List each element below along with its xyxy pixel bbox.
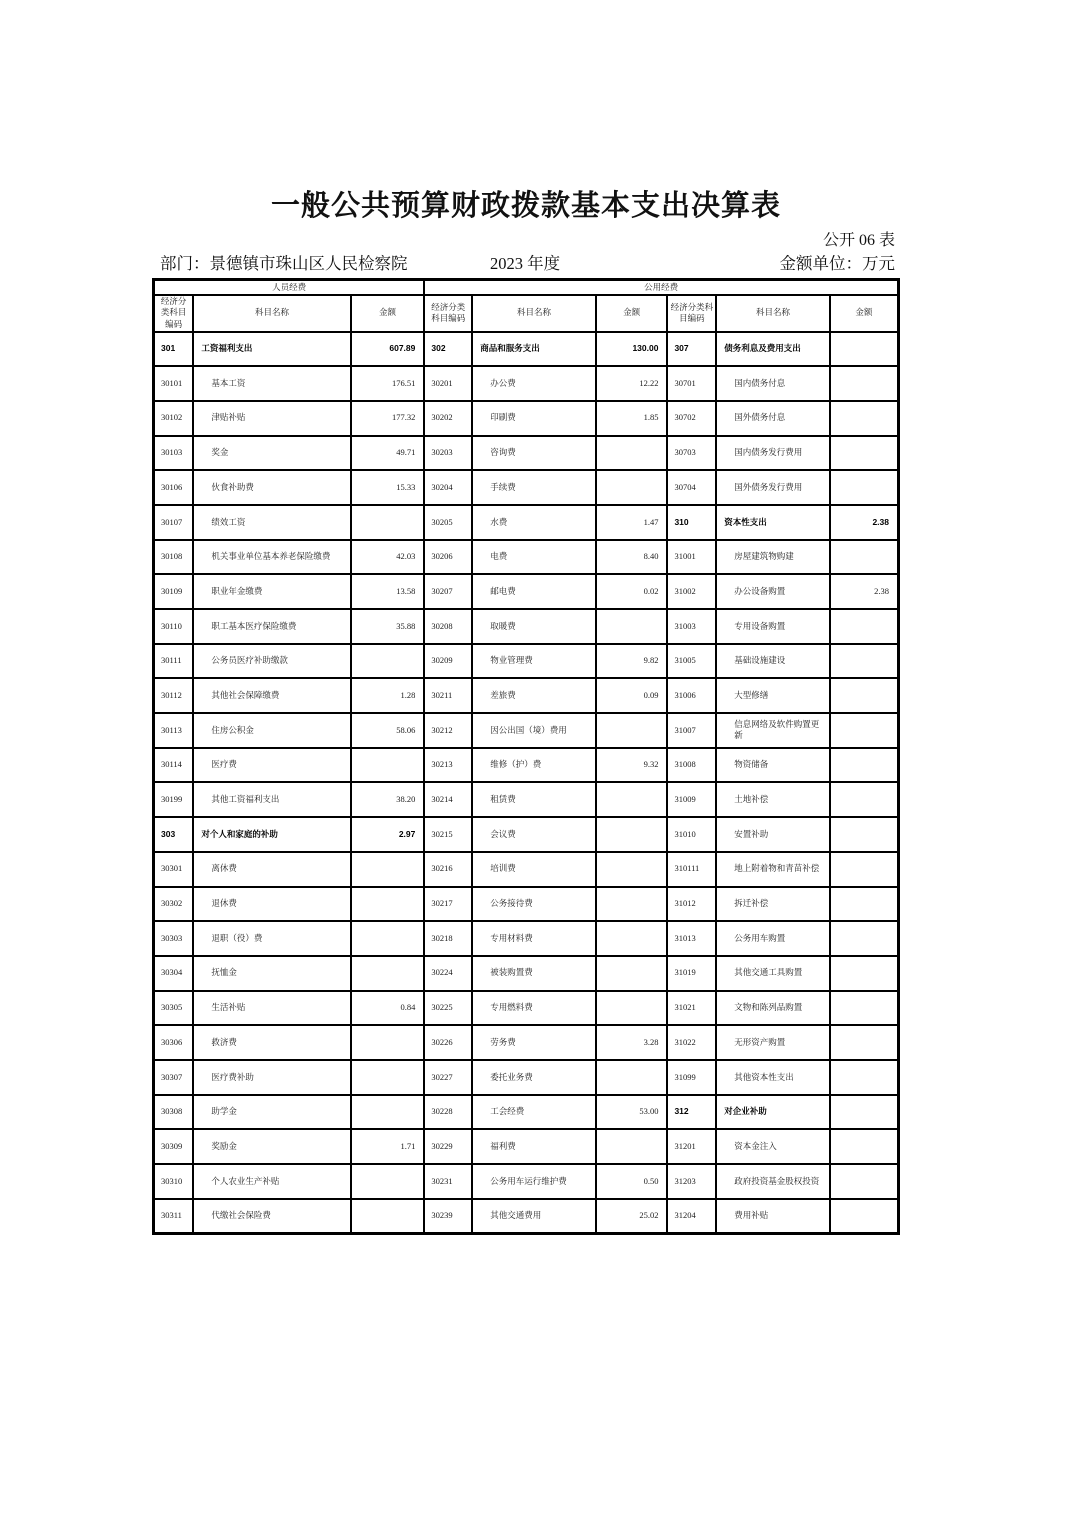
cell-amount: 35.88 — [351, 609, 425, 644]
cell-code: 30215 — [424, 817, 472, 852]
cell-code: 312 — [667, 1095, 716, 1130]
cell-amount: 0.84 — [351, 991, 425, 1026]
cell-code: 307 — [667, 332, 716, 367]
cell-amount: 0.50 — [596, 1164, 668, 1199]
cell-subject-name: 文物和陈列品购置 — [716, 991, 830, 1026]
cell-code: 30703 — [667, 436, 716, 471]
cell-subject-name: 政府投资基金股权投资 — [716, 1164, 830, 1199]
cell-subject-name: 国外债务付息 — [716, 401, 830, 436]
cell-amount — [596, 1060, 668, 1095]
cell-subject-name: 退职（役）费 — [193, 921, 350, 956]
cell-amount — [351, 1164, 425, 1199]
cell-code: 31013 — [667, 921, 716, 956]
cell-amount: 176.51 — [351, 366, 425, 401]
cell-subject-name: 代缴社会保险费 — [193, 1199, 350, 1234]
cell-amount — [830, 1129, 899, 1164]
cell-code: 301 — [154, 332, 194, 367]
table-row — [154, 1025, 899, 1060]
cell-amount — [830, 921, 899, 956]
cell-subject-name: 邮电费 — [472, 574, 596, 609]
cell-code: 31012 — [667, 887, 716, 922]
cell-amount — [351, 1199, 425, 1234]
cell-subject-name: 其他社会保障缴费 — [193, 678, 350, 713]
cell-amount — [830, 748, 899, 783]
col-header-amount: 金额 — [830, 295, 899, 332]
cell-code: 31204 — [667, 1199, 716, 1234]
cell-amount — [596, 713, 668, 748]
cell-subject-name: 其他工资福利支出 — [193, 782, 350, 817]
cell-subject-name: 基础设施建设 — [716, 644, 830, 679]
cell-subject-name: 个人农业生产补贴 — [193, 1164, 350, 1199]
cell-amount — [351, 956, 425, 991]
cell-amount — [830, 782, 899, 817]
cell-subject-name: 因公出国（境）费用 — [472, 713, 596, 748]
cell-subject-name: 其他资本性支出 — [716, 1060, 830, 1095]
col-header-amount: 金额 — [596, 295, 668, 332]
cell-code: 30203 — [424, 436, 472, 471]
cell-amount — [830, 332, 899, 367]
table-row — [154, 505, 899, 540]
cell-code: 30107 — [154, 505, 194, 540]
sheet-number: 公开 06 表 — [822, 232, 895, 249]
cell-subject-name: 职业年金缴费 — [193, 574, 350, 609]
cell-amount — [830, 1060, 899, 1095]
cell-code: 30108 — [154, 540, 194, 575]
cell-code: 30103 — [154, 436, 194, 471]
cell-subject-name: 津贴补贴 — [193, 401, 350, 436]
cell-code: 30225 — [424, 991, 472, 1026]
cell-subject-name: 专用设备购置 — [716, 609, 830, 644]
cell-subject-name: 安置补助 — [716, 817, 830, 852]
cell-amount: 25.02 — [596, 1199, 668, 1234]
cell-amount — [830, 991, 899, 1026]
cell-amount — [830, 540, 899, 575]
cell-amount — [596, 991, 668, 1026]
col-header-subject-name: 科目名称 — [716, 295, 830, 332]
cell-amount — [351, 921, 425, 956]
cell-amount — [830, 887, 899, 922]
cell-subject-name: 医疗费 — [193, 748, 350, 783]
cell-subject-name: 租赁费 — [472, 782, 596, 817]
cell-code: 30306 — [154, 1025, 194, 1060]
cell-amount — [351, 1095, 425, 1130]
cell-code: 31008 — [667, 748, 716, 783]
cell-code: 30111 — [154, 644, 194, 679]
cell-amount — [830, 1095, 899, 1130]
cell-code: 30206 — [424, 540, 472, 575]
col-header-subject-name: 科目名称 — [472, 295, 596, 332]
cell-amount: 13.58 — [351, 574, 425, 609]
cell-amount: 53.00 — [596, 1095, 668, 1130]
table-row — [154, 921, 899, 956]
cell-subject-name: 房屋建筑物购建 — [716, 540, 830, 575]
table-row — [154, 332, 899, 367]
cell-code: 30305 — [154, 991, 194, 1026]
cell-subject-name: 退休费 — [193, 887, 350, 922]
cell-amount — [830, 1164, 899, 1199]
cell-subject-name: 奖励金 — [193, 1129, 350, 1164]
cell-subject-name: 信息网络及软件购置更新 — [716, 713, 830, 748]
cell-code: 31201 — [667, 1129, 716, 1164]
cell-subject-name: 无形资产购置 — [716, 1025, 830, 1060]
cell-amount — [596, 1129, 668, 1164]
cell-code: 31005 — [667, 644, 716, 679]
cell-code: 30301 — [154, 852, 194, 887]
page-title: 一般公共预算财政拨款基本支出决算表 — [270, 190, 781, 222]
cell-amount — [351, 852, 425, 887]
table-row — [154, 1060, 899, 1095]
cell-code: 30231 — [424, 1164, 472, 1199]
cell-amount — [830, 366, 899, 401]
cell-amount: 1.71 — [351, 1129, 425, 1164]
cell-code: 30311 — [154, 1199, 194, 1234]
fiscal-year-label: 2023 年度 — [490, 254, 561, 273]
cell-amount — [596, 470, 668, 505]
cell-code: 30212 — [424, 713, 472, 748]
cell-code: 31006 — [667, 678, 716, 713]
cell-code: 31021 — [667, 991, 716, 1026]
cell-code: 30207 — [424, 574, 472, 609]
table-row — [154, 1164, 899, 1199]
cell-amount: 49.71 — [351, 436, 425, 471]
cell-amount — [596, 956, 668, 991]
cell-subject-name: 公务接待费 — [472, 887, 596, 922]
cell-subject-name: 办公费 — [472, 366, 596, 401]
cell-subject-name: 物业管理费 — [472, 644, 596, 679]
department-label: 部门：景德镇市珠山区人民检察院 — [160, 254, 408, 273]
cell-subject-name: 公务用车运行维护费 — [472, 1164, 596, 1199]
group-header-personnel-funds: 人员经费 — [154, 280, 425, 295]
cell-code: 303 — [154, 817, 194, 852]
cell-subject-name: 物资储备 — [716, 748, 830, 783]
cell-code: 30308 — [154, 1095, 194, 1130]
cell-subject-name: 国外债务发行费用 — [716, 470, 830, 505]
cell-subject-name: 劳务费 — [472, 1025, 596, 1060]
cell-code: 302 — [424, 332, 472, 367]
cell-code: 30202 — [424, 401, 472, 436]
cell-subject-name: 取暖费 — [472, 609, 596, 644]
cell-amount: 9.82 — [596, 644, 668, 679]
table-row — [154, 678, 899, 713]
cell-subject-name: 手续费 — [472, 470, 596, 505]
cell-amount — [351, 644, 425, 679]
cell-amount — [830, 1025, 899, 1060]
cell-code: 30229 — [424, 1129, 472, 1164]
cell-amount: 130.00 — [596, 332, 668, 367]
cell-amount — [830, 470, 899, 505]
cell-code: 30102 — [154, 401, 194, 436]
cell-amount — [830, 401, 899, 436]
cell-amount — [351, 1025, 425, 1060]
table-row — [154, 782, 899, 817]
cell-code: 31022 — [667, 1025, 716, 1060]
table-row — [154, 609, 899, 644]
cell-amount — [351, 505, 425, 540]
cell-amount — [351, 887, 425, 922]
table-row — [154, 852, 899, 887]
cell-subject-name: 救济费 — [193, 1025, 350, 1060]
cell-amount: 607.89 — [351, 332, 425, 367]
cell-amount: 58.06 — [351, 713, 425, 748]
cell-amount: 177.32 — [351, 401, 425, 436]
col-header-subject-name: 科目名称 — [193, 295, 350, 332]
column-header-row — [154, 295, 899, 332]
table-row — [154, 748, 899, 783]
cell-subject-name: 奖金 — [193, 436, 350, 471]
cell-amount — [830, 609, 899, 644]
cell-amount: 1.47 — [596, 505, 668, 540]
group-header-row — [154, 280, 899, 295]
cell-subject-name: 咨询费 — [472, 436, 596, 471]
cell-code: 30310 — [154, 1164, 194, 1199]
cell-subject-name: 商品和服务支出 — [472, 332, 596, 367]
expenditure-table — [152, 278, 900, 1235]
table-row — [154, 470, 899, 505]
cell-amount — [830, 1199, 899, 1234]
table-row — [154, 991, 899, 1026]
cell-subject-name: 绩效工资 — [193, 505, 350, 540]
cell-code: 30224 — [424, 956, 472, 991]
cell-amount: 0.09 — [596, 678, 668, 713]
cell-code: 30114 — [154, 748, 194, 783]
cell-code: 30112 — [154, 678, 194, 713]
cell-amount: 1.85 — [596, 401, 668, 436]
cell-amount: 15.33 — [351, 470, 425, 505]
table-row — [154, 1095, 899, 1130]
cell-amount — [830, 852, 899, 887]
table-body — [154, 332, 899, 1234]
cell-code: 31203 — [667, 1164, 716, 1199]
cell-amount — [830, 817, 899, 852]
cell-subject-name: 基本工资 — [193, 366, 350, 401]
cell-subject-name: 委托业务费 — [472, 1060, 596, 1095]
cell-code: 30204 — [424, 470, 472, 505]
group-header-public-funds: 公用经费 — [424, 280, 898, 295]
cell-amount — [351, 748, 425, 783]
table-row — [154, 574, 899, 609]
cell-code: 310111 — [667, 852, 716, 887]
col-header-amount: 金额 — [351, 295, 425, 332]
cell-code: 31007 — [667, 713, 716, 748]
table-row — [154, 956, 899, 991]
cell-code: 30307 — [154, 1060, 194, 1095]
cell-amount: 8.40 — [596, 540, 668, 575]
cell-code: 30228 — [424, 1095, 472, 1130]
col-header-code: 经济分类科目编码 — [424, 295, 472, 332]
cell-subject-name: 对个人和家庭的补助 — [193, 817, 350, 852]
cell-amount — [830, 956, 899, 991]
cell-subject-name: 专用燃料费 — [472, 991, 596, 1026]
table-row — [154, 436, 899, 471]
cell-amount — [596, 817, 668, 852]
amount-unit-label: 金额单位：万元 — [779, 254, 895, 273]
cell-amount — [830, 713, 899, 748]
cell-amount: 0.02 — [596, 574, 668, 609]
cell-subject-name: 职工基本医疗保险缴费 — [193, 609, 350, 644]
cell-amount — [596, 852, 668, 887]
document-meta — [152, 250, 895, 274]
cell-code: 30109 — [154, 574, 194, 609]
cell-code: 30217 — [424, 887, 472, 922]
cell-code: 30701 — [667, 366, 716, 401]
cell-subject-name: 其他交通工具购置 — [716, 956, 830, 991]
cell-amount — [596, 887, 668, 922]
cell-code: 30309 — [154, 1129, 194, 1164]
cell-subject-name: 维修（护）费 — [472, 748, 596, 783]
cell-code: 30216 — [424, 852, 472, 887]
cell-code: 30209 — [424, 644, 472, 679]
cell-amount: 2.38 — [830, 505, 899, 540]
cell-amount: 38.20 — [351, 782, 425, 817]
cell-code: 30106 — [154, 470, 194, 505]
table-row — [154, 887, 899, 922]
cell-subject-name: 培训费 — [472, 852, 596, 887]
cell-amount: 2.97 — [351, 817, 425, 852]
table-row — [154, 1129, 899, 1164]
cell-subject-name: 工资福利支出 — [193, 332, 350, 367]
cell-code: 30113 — [154, 713, 194, 748]
cell-subject-name: 资本性支出 — [716, 505, 830, 540]
cell-code: 30211 — [424, 678, 472, 713]
cell-subject-name: 电费 — [472, 540, 596, 575]
cell-subject-name: 医疗费补助 — [193, 1060, 350, 1095]
cell-code: 310 — [667, 505, 716, 540]
cell-subject-name: 国内债务付息 — [716, 366, 830, 401]
cell-subject-name: 离休费 — [193, 852, 350, 887]
cell-subject-name: 生活补贴 — [193, 991, 350, 1026]
cell-subject-name: 地上附着物和青苗补偿 — [716, 852, 830, 887]
cell-code: 30101 — [154, 366, 194, 401]
cell-amount — [596, 436, 668, 471]
table-row — [154, 644, 899, 679]
cell-subject-name: 差旅费 — [472, 678, 596, 713]
cell-code: 30218 — [424, 921, 472, 956]
table-row — [154, 540, 899, 575]
cell-amount — [596, 782, 668, 817]
table-head — [154, 280, 899, 332]
cell-subject-name: 大型修缮 — [716, 678, 830, 713]
table-row — [154, 817, 899, 852]
cell-code: 30704 — [667, 470, 716, 505]
cell-subject-name: 专用材料费 — [472, 921, 596, 956]
cell-code: 30226 — [424, 1025, 472, 1060]
cell-code: 31019 — [667, 956, 716, 991]
cell-subject-name: 其他交通费用 — [472, 1199, 596, 1234]
cell-amount: 42.03 — [351, 540, 425, 575]
cell-amount — [596, 609, 668, 644]
cell-subject-name: 水费 — [472, 505, 596, 540]
cell-code: 30199 — [154, 782, 194, 817]
cell-amount — [351, 1060, 425, 1095]
cell-code: 30213 — [424, 748, 472, 783]
cell-code: 30702 — [667, 401, 716, 436]
cell-subject-name: 债务利息及费用支出 — [716, 332, 830, 367]
col-header-code: 经济分类科目编码 — [667, 295, 716, 332]
cell-code: 30304 — [154, 956, 194, 991]
cell-amount: 2.38 — [830, 574, 899, 609]
col-header-code: 经济分类科目编码 — [154, 295, 194, 332]
cell-code: 30227 — [424, 1060, 472, 1095]
cell-code: 31009 — [667, 782, 716, 817]
cell-code: 30201 — [424, 366, 472, 401]
cell-subject-name: 土地补偿 — [716, 782, 830, 817]
cell-subject-name: 被装购置费 — [472, 956, 596, 991]
cell-code: 31099 — [667, 1060, 716, 1095]
cell-code: 30303 — [154, 921, 194, 956]
cell-subject-name: 福利费 — [472, 1129, 596, 1164]
cell-subject-name: 会议费 — [472, 817, 596, 852]
cell-code: 31010 — [667, 817, 716, 852]
cell-amount — [830, 436, 899, 471]
cell-subject-name: 对企业补助 — [716, 1095, 830, 1130]
cell-subject-name: 伙食补助费 — [193, 470, 350, 505]
cell-subject-name: 办公设备购置 — [716, 574, 830, 609]
cell-subject-name: 助学金 — [193, 1095, 350, 1130]
cell-amount: 1.28 — [351, 678, 425, 713]
cell-amount — [830, 644, 899, 679]
cell-amount: 3.28 — [596, 1025, 668, 1060]
cell-subject-name: 公务用车购置 — [716, 921, 830, 956]
cell-amount: 12.22 — [596, 366, 668, 401]
cell-code: 30110 — [154, 609, 194, 644]
cell-subject-name: 公务员医疗补助缴款 — [193, 644, 350, 679]
cell-amount — [596, 921, 668, 956]
cell-code: 30214 — [424, 782, 472, 817]
cell-code: 30208 — [424, 609, 472, 644]
cell-subject-name: 拆迁补偿 — [716, 887, 830, 922]
table-row — [154, 1199, 899, 1234]
table-row — [154, 366, 899, 401]
cell-code: 30205 — [424, 505, 472, 540]
cell-subject-name: 费用补贴 — [716, 1199, 830, 1234]
cell-subject-name: 机关事业单位基本养老保险缴费 — [193, 540, 350, 575]
cell-subject-name: 印刷费 — [472, 401, 596, 436]
cell-subject-name: 资本金注入 — [716, 1129, 830, 1164]
cell-subject-name: 国内债务发行费用 — [716, 436, 830, 471]
table-row — [154, 713, 899, 748]
table-row — [154, 401, 899, 436]
cell-code: 31003 — [667, 609, 716, 644]
cell-subject-name: 住房公积金 — [193, 713, 350, 748]
cell-code: 31002 — [667, 574, 716, 609]
cell-amount — [830, 678, 899, 713]
cell-subject-name: 抚恤金 — [193, 956, 350, 991]
cell-subject-name: 工会经费 — [472, 1095, 596, 1130]
cell-code: 30239 — [424, 1199, 472, 1234]
cell-code: 31001 — [667, 540, 716, 575]
cell-code: 30302 — [154, 887, 194, 922]
cell-amount: 9.32 — [596, 748, 668, 783]
